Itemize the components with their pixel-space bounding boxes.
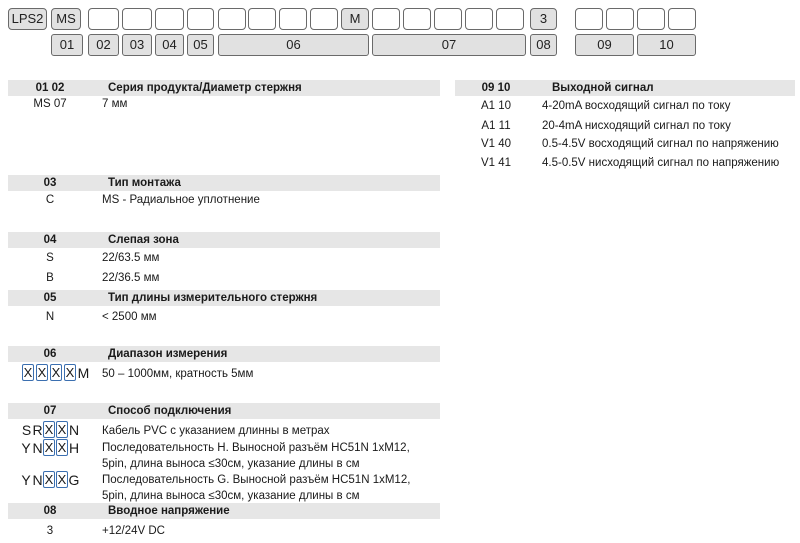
- placeholder-x-box: X: [57, 440, 67, 455]
- code-label-05: 05: [187, 34, 214, 56]
- option-code: S: [46, 252, 54, 264]
- section-title: Выходной сигнал: [552, 82, 654, 94]
- placeholder-x-box: X: [51, 365, 61, 380]
- option-code: V1 41: [480, 157, 512, 169]
- code-label-04: 04: [155, 34, 184, 56]
- code-label-08: 08: [530, 34, 557, 56]
- section-title: Слепая зона: [108, 234, 179, 246]
- code-label-06: 06: [218, 34, 369, 56]
- option-desc-continued: 5pin, длина выноса ≤30см, указание длины в см: [102, 458, 360, 470]
- section-code: 09 10: [481, 82, 511, 94]
- code-box-voltage: 3: [530, 8, 557, 30]
- option-desc: 22/63.5 мм: [102, 252, 160, 264]
- section-code: 06: [43, 348, 57, 360]
- placeholder-x-box: X: [65, 365, 75, 380]
- option-code: N: [45, 311, 55, 323]
- code-glyph: Y: [21, 472, 31, 488]
- code-box-empty: [465, 8, 493, 30]
- code-box-empty: [88, 8, 119, 30]
- option-code: V1 40: [480, 138, 512, 150]
- option-desc: 50 – 1000мм, кратность 5мм: [102, 368, 254, 380]
- option-desc: 20-4mA нисходящий сигнал по току: [542, 120, 731, 132]
- section-title: Вводное напряжение: [108, 505, 230, 517]
- section-code: 01 02: [35, 82, 65, 94]
- option-desc: MS - Радиальное уплотнение: [102, 194, 260, 206]
- section-title: Способ подключения: [108, 405, 232, 417]
- option-desc: +12/24V DC: [102, 525, 165, 537]
- code-box-empty: [187, 8, 214, 30]
- option-desc: < 2500 мм: [102, 311, 157, 323]
- placeholder-x-box: X: [37, 365, 47, 380]
- code-label-07: 07: [372, 34, 526, 56]
- option-desc: 4.5-0.5V нисходящий сигнал по напряжению: [542, 157, 780, 169]
- option-desc: 0.5-4.5V восходящий сигнал по напряжению: [542, 138, 779, 150]
- code-box-range-unit: M: [341, 8, 369, 30]
- option-desc: Последовательность G. Выносной разъём HC51N 1xM12,: [102, 474, 411, 486]
- placeholder-x-box: X: [23, 365, 33, 380]
- section-code: 05: [43, 292, 57, 304]
- section-code: 03: [43, 177, 57, 189]
- code-box-empty: [434, 8, 462, 30]
- code-glyph: N: [32, 440, 43, 456]
- code-glyph: N: [68, 422, 80, 438]
- option-code: B: [46, 272, 54, 284]
- code-glyph: S: [21, 422, 32, 438]
- code-box-empty: [310, 8, 338, 30]
- code-box-empty: [403, 8, 431, 30]
- option-desc-continued: 5pin, длина выноса ≤30см, указание длины в см: [102, 490, 360, 502]
- code-box-empty: [637, 8, 665, 30]
- section-title: Диапазон измерения: [108, 348, 228, 360]
- code-box-empty: [575, 8, 603, 30]
- code-box-empty: [122, 8, 152, 30]
- code-glyph: H: [68, 440, 80, 456]
- code-box-empty: [279, 8, 307, 30]
- code-label-10: 10: [637, 34, 696, 56]
- code-box-empty: [155, 8, 184, 30]
- code-glyph: R: [32, 422, 43, 438]
- section-code: 07: [43, 405, 57, 417]
- code-box-rod: MS: [51, 8, 81, 30]
- placeholder-x-box: X: [44, 472, 54, 487]
- placeholder-x-box: X: [57, 422, 67, 437]
- code-glyph: Y: [21, 440, 31, 456]
- code-label-02: 02: [88, 34, 119, 56]
- code-box-empty: [496, 8, 524, 30]
- section-title: Серия продукта/Диаметр стержня: [108, 82, 302, 94]
- option-code: MS 07: [33, 98, 67, 110]
- section-code: 04: [43, 234, 57, 246]
- code-box-empty: [372, 8, 400, 30]
- code-glyph: G: [68, 472, 80, 488]
- code-label-03: 03: [122, 34, 152, 56]
- code-box-empty: [218, 8, 246, 30]
- code-box-empty: [248, 8, 276, 30]
- placeholder-x-box: X: [44, 440, 54, 455]
- code-box-empty: [668, 8, 696, 30]
- option-desc: 22/36.5 мм: [102, 272, 160, 284]
- option-code: C: [45, 194, 55, 206]
- code-box-empty: [606, 8, 634, 30]
- code-label-09: 09: [575, 34, 634, 56]
- section-code: 08: [43, 505, 57, 517]
- option-desc: 7 мм: [102, 98, 128, 110]
- option-desc: 4-20mA восходящий сигнал по току: [542, 100, 731, 112]
- code-glyph: M: [77, 365, 90, 381]
- placeholder-x-box: X: [44, 422, 54, 437]
- code-glyph: N: [32, 472, 43, 488]
- code-box-series: LPS2: [8, 8, 47, 30]
- section-title: Тип длины измерительного стержня: [108, 292, 318, 304]
- option-code: A1 10: [480, 100, 512, 112]
- code-label-01: 01: [51, 34, 83, 56]
- option-code: A1 11: [481, 120, 511, 132]
- placeholder-x-box: X: [57, 472, 67, 487]
- section-title: Тип монтажа: [108, 177, 181, 189]
- option-desc: Последовательность Н. Выносной разъём HC51N 1xM12,: [102, 442, 410, 454]
- option-desc: Кабель PVC с указанием длинны в метрах: [102, 425, 330, 437]
- option-code: 3: [46, 525, 54, 537]
